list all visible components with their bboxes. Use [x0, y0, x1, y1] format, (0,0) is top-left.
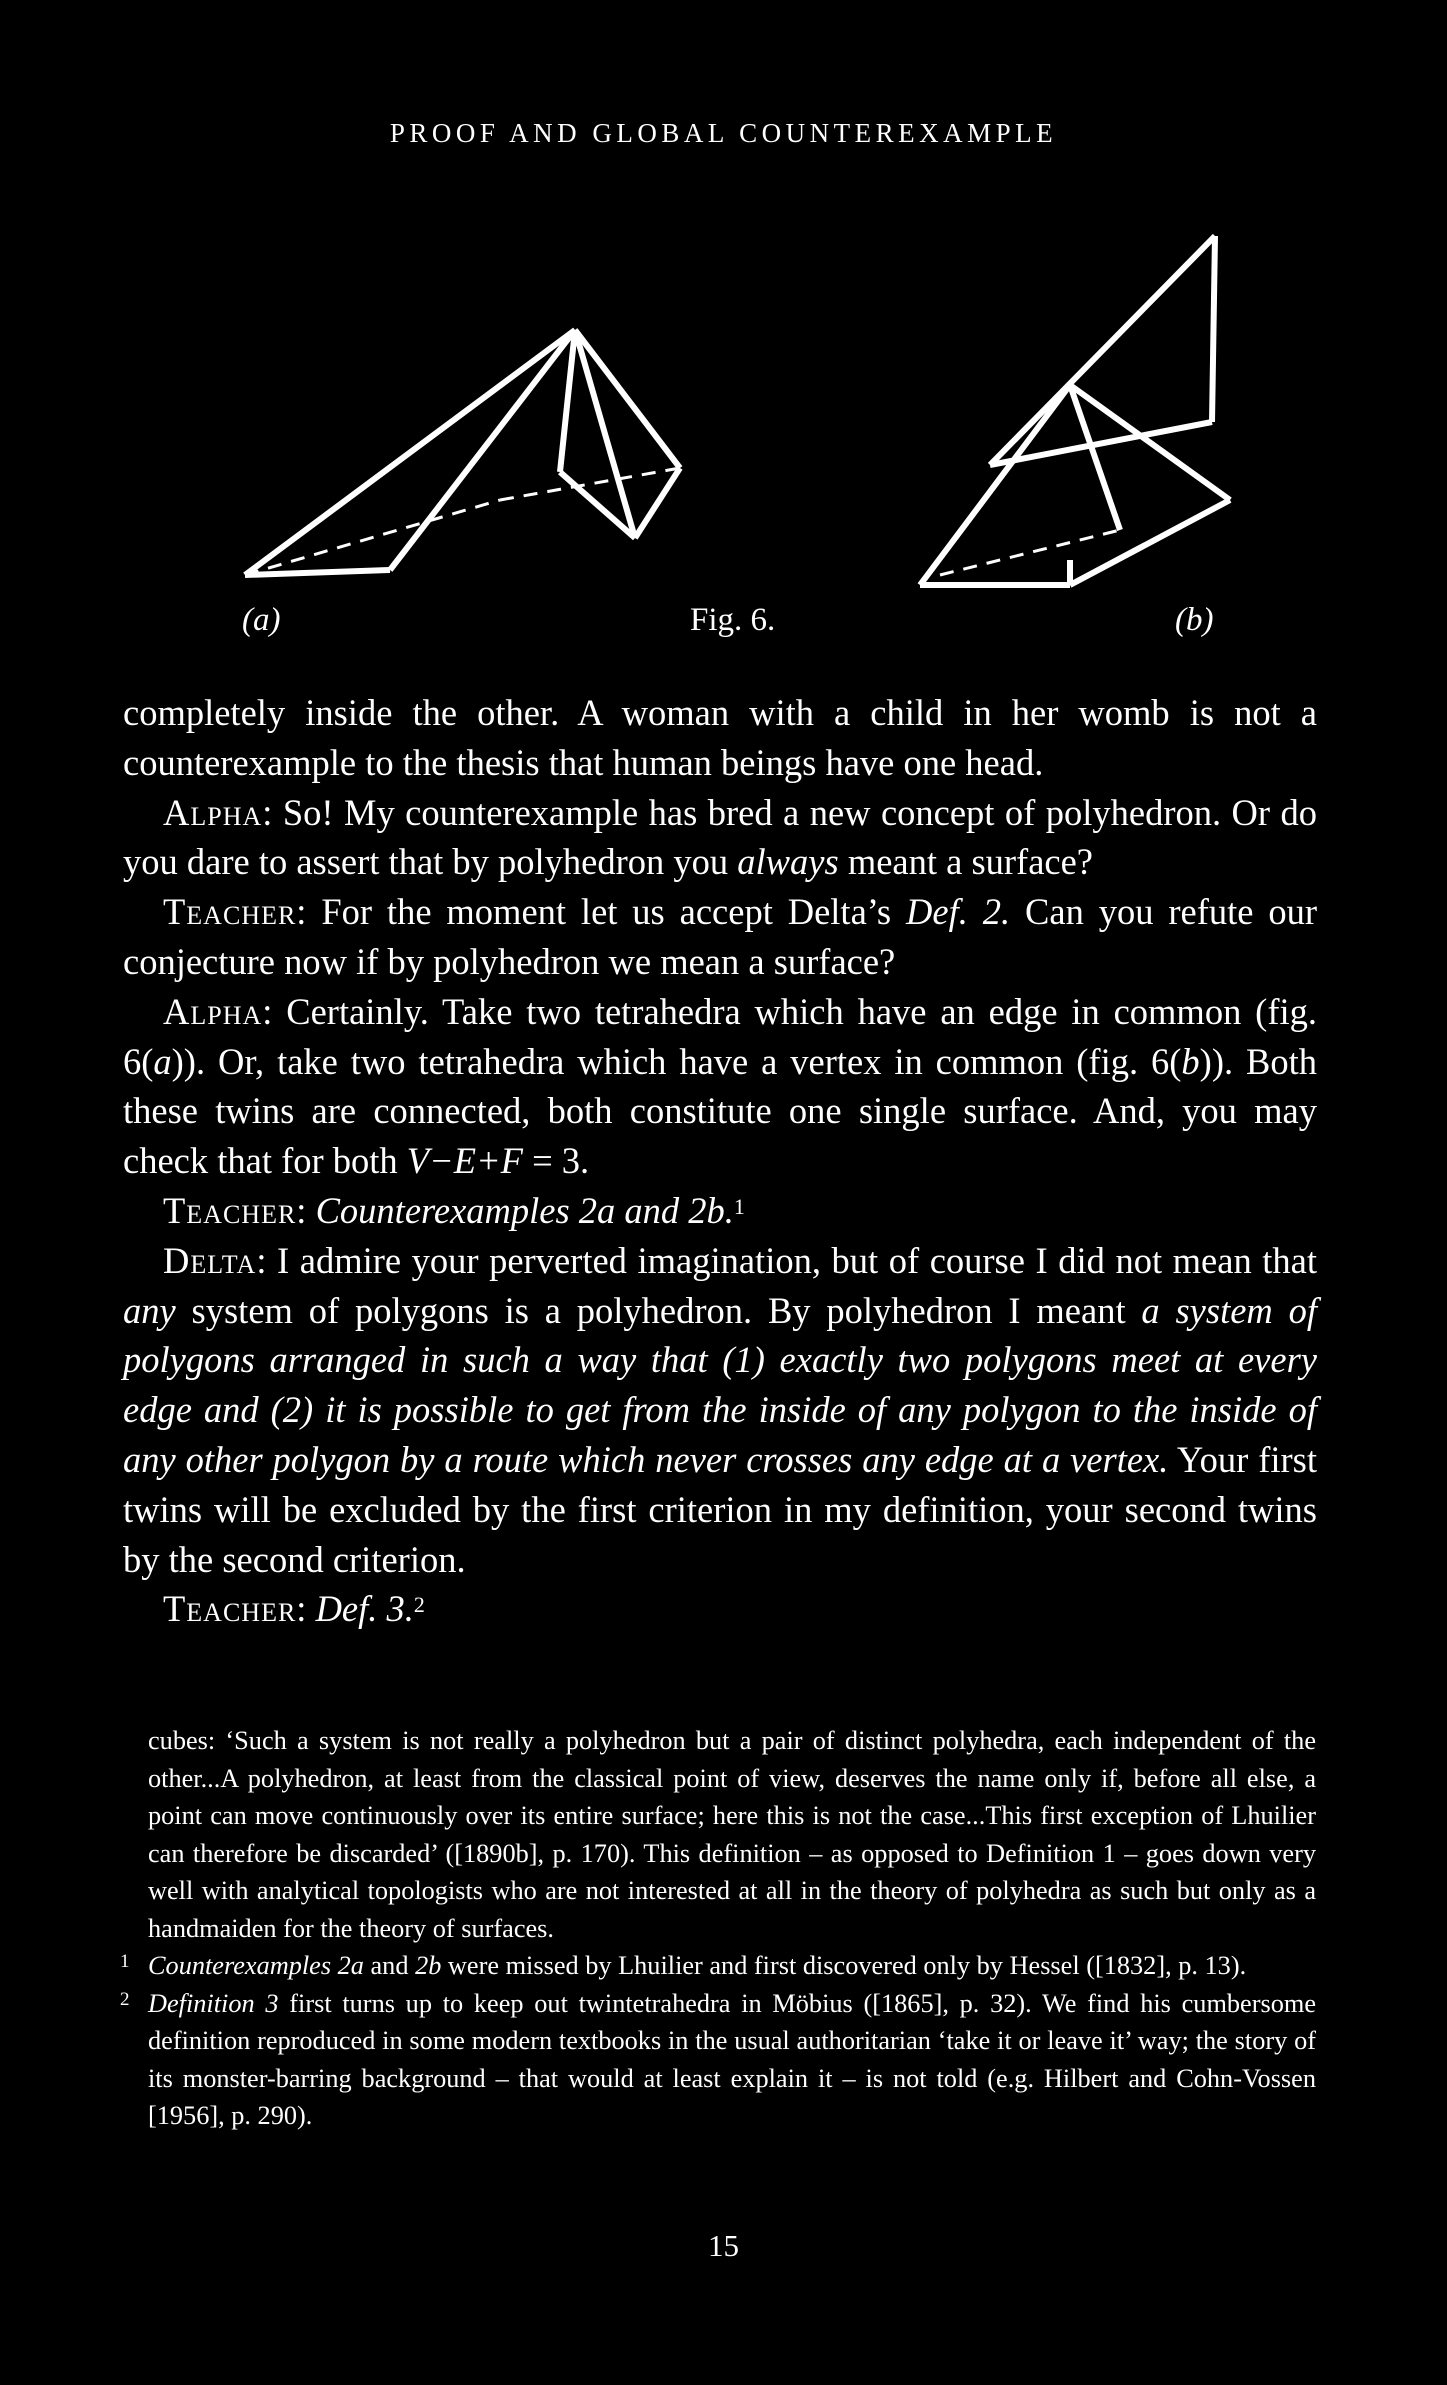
figure-6b-drawing — [920, 236, 1230, 585]
footnote-2 — [120, 1985, 1316, 2135]
figure-6a-drawing — [245, 330, 680, 575]
p4-emphasis-a: a — [153, 1040, 172, 1082]
figure-title: Fig. 6. — [690, 602, 776, 638]
footnote-1-marker: 1 — [120, 1951, 130, 1972]
paragraph-5 — [123, 1186, 1317, 1236]
p3-text-a: : For the moment let us accept Delta’s — [296, 891, 907, 933]
footnote-continuation — [148, 1722, 1316, 1947]
paragraph-1 — [123, 688, 1317, 788]
speaker-delta: Delta — [163, 1239, 257, 1281]
paragraph-3 — [123, 887, 1317, 987]
p4-emphasis-b: b — [1181, 1040, 1200, 1082]
p6-text-c: Your first twins will be excluded by the first criterion in my definition, your second twins by the second criterion. — [123, 1438, 1317, 1580]
running-header: PROOF AND GLOBAL COUNTEREXAMPLE — [389, 118, 1058, 148]
main-text — [123, 688, 1317, 1634]
euler-formula: V−E+F — [406, 1140, 523, 1182]
paragraph-1-text: completely inside the other. A woman with a child in her womb is not a counterexample to the thesis that human beings have one head. — [123, 692, 1317, 783]
speaker-alpha: Alpha — [163, 791, 263, 833]
speaker-alpha: Alpha — [163, 990, 263, 1032]
fn2-emphasis: Definition 3 — [148, 1988, 279, 2018]
fn1-emphasis-b: 2b — [415, 1951, 442, 1980]
p6-text-b: system of polygons is a polyhedron. By polyhedron I meant — [175, 1289, 1142, 1331]
paragraph-6 — [123, 1236, 1317, 1585]
figure-label-b: (b) — [1175, 602, 1214, 638]
footnote-ref-2: 2 — [413, 1592, 425, 1618]
definition-3-text: a system of polygons arranged in such a way that (1) exactly two polygons meet at every edge and (2) it is possible to get from the inside of any polygon to the inside of any other polygon by a route which never crosses any edge at a vertex. — [123, 1289, 1317, 1480]
footnotes — [120, 1722, 1316, 2135]
p7-emphasis: Def. 3. — [315, 1588, 414, 1630]
paragraph-2 — [123, 788, 1317, 888]
figure-6 — [0, 200, 1447, 620]
speaker-teacher: Teacher — [163, 1189, 297, 1231]
p3-text-b: Can you refute our conjecture now if by polyhedron we mean a surface? — [123, 891, 1317, 982]
footnote-1 — [120, 1947, 1316, 1985]
p4-text-c: )). Both these twins are connected, both constitute one single surface. And, you may check that for both — [123, 1040, 1317, 1182]
footnote-ref-1: 1 — [733, 1193, 745, 1219]
p4-text-b: )). Or, take two tetrahedra which have a vertex in common (fig. 6( — [171, 1040, 1182, 1082]
fn1-text-b: were missed by Lhuilier and first discovered only by Hessel ([1832], p. 13). — [441, 1951, 1247, 1980]
p4-text-a: : Certainly. Take two tetrahedra which have an edge in common (fig. 6( — [123, 990, 1317, 1082]
p3-emphasis: Def. 2. — [906, 891, 1011, 933]
p2-emphasis: always — [737, 841, 839, 883]
figure-6b-hidden — [940, 248, 1205, 575]
p4-text-d: = 3. — [522, 1140, 590, 1182]
fn1-text-a: and — [363, 1951, 416, 1980]
page-number: 15 — [708, 2228, 739, 2263]
p7-text-a: : — [296, 1588, 316, 1630]
p5-emphasis: Counterexamples 2a and 2b. — [315, 1189, 734, 1231]
footnote-2-marker: 2 — [120, 1988, 130, 2010]
paragraph-4 — [123, 987, 1317, 1186]
p6-text-a: : I admire your perverted imagination, but of course I did not mean that — [256, 1239, 1317, 1281]
paragraph-7 — [123, 1584, 1317, 1634]
figure-label-a: (a) — [242, 602, 281, 638]
fn2-text: first turns up to keep out twintetrahedra in Möbius ([1865], p. 32). We find his cumbersome definition reproduced in some modern textbooks in the usual authoritarian ‘take it or leave it’ way; the story of its monster-barring background – that would at least explain it – is not told (e.g. Hilbert and Cohn-Vossen [1956], p. 290). — [148, 1988, 1316, 2130]
speaker-teacher: Teacher — [163, 891, 297, 933]
p2-text-b: meant a surface? — [838, 841, 1094, 883]
fn1-emphasis-a: Counterexamples 2a — [148, 1951, 364, 1980]
speaker-teacher: Teacher — [163, 1588, 297, 1630]
p6-emphasis-a: any — [123, 1289, 176, 1331]
p5-text-a: : — [296, 1189, 316, 1231]
footnote-continuation-text: cubes: ‘Such a system is not really a polyhedron but a pair of distinct polyhedra, each independent of the other...A polyhedron, at least from the classical point of view, deserves the name only if, before all else, a point can move continuously over its entire surface; here this is not the case...This first exception of Lhuilier can therefore be discarded’ ([1890b], p. 170). This definition – as opposed to Definition 1 – goes down very well with analytical topologists who are not interested at all in the theory of polyhedra as such but only as a handmaiden for the theory of surfaces. — [148, 1726, 1316, 1943]
p2-text-a: : So! My counterexample has bred a new concept of polyhedron. Or do you dare to assert that by polyhedron you — [123, 791, 1317, 883]
twin-tetrahedra-illustration — [0, 200, 1447, 620]
